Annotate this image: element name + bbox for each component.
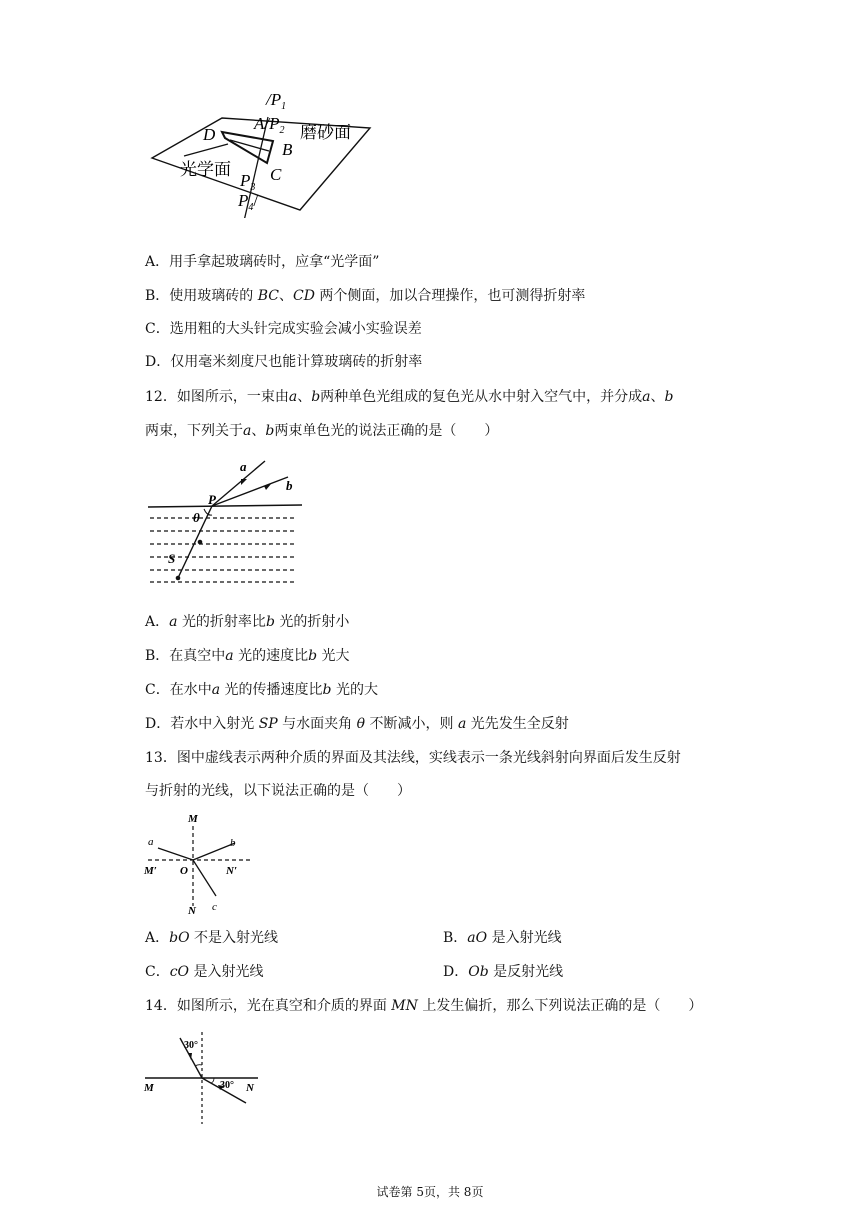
q12-option-b: B．在真空中a 光的速度比b 光大 bbox=[145, 648, 350, 664]
glass-brick-figure bbox=[140, 88, 380, 218]
label-optical-face: 光学面 bbox=[180, 160, 231, 179]
q12-label-a: a bbox=[240, 459, 247, 474]
label-d: D bbox=[203, 125, 216, 144]
q14-label-m: M bbox=[144, 1082, 154, 1094]
ray-a bbox=[212, 461, 265, 506]
q13-label-m: M bbox=[188, 813, 198, 825]
q13-label-n-prime: N′ bbox=[226, 865, 238, 877]
arrow-a bbox=[241, 479, 247, 485]
q14-angle-arc-top bbox=[195, 1065, 202, 1066]
water-surface-line bbox=[148, 505, 302, 507]
ray-aO bbox=[158, 848, 193, 860]
q12-label-p: P bbox=[208, 492, 216, 507]
optical-pointer bbox=[184, 144, 228, 156]
label-p1: $/P_1$ bbox=[266, 90, 287, 112]
label-p3: $P_3$ bbox=[240, 171, 256, 193]
ray-midpoint-dot bbox=[198, 540, 203, 545]
q12-option-d: D．若水中入射光 SP 与水面夹角 θ 不断减小，则 a 光先发生全反射 bbox=[145, 716, 569, 732]
q13-label-m-prime: M′ bbox=[144, 865, 157, 877]
q12-label-s: S bbox=[168, 551, 176, 566]
page-footer: 试卷第 5页，共 8页 bbox=[376, 1185, 484, 1199]
q12-stem-line2: 两束，下列关于a、b两束单色光的说法正确的是（ ） bbox=[145, 423, 499, 439]
q13-stem-line2: 与折射的光线，以下说法正确的是（ ） bbox=[145, 783, 411, 799]
q14-label-n: N bbox=[246, 1082, 254, 1094]
q11-option-b: B．使用玻璃砖的 BC、CD 两个侧面，加以合理操作，也可测得折射率 bbox=[145, 288, 586, 304]
source-dot bbox=[176, 576, 181, 581]
q13-label-b: b bbox=[230, 837, 236, 849]
q12-option-c: C．在水中a 光的传播速度比b 光的大 bbox=[145, 682, 378, 698]
q12-stem-line1: 12．如图所示，一束由a、b两种单色光组成的复色光从水中射入空气中，并分成a、b bbox=[145, 389, 674, 405]
q13-option-c: C．cO 是入射光线 bbox=[145, 964, 264, 980]
q12-option-a: A．a 光的折射率比b 光的折射小 bbox=[145, 614, 350, 630]
label-p4: $P_4/$ bbox=[238, 191, 259, 213]
q13-label-o: O bbox=[180, 865, 188, 877]
q12-label-b: b bbox=[286, 478, 293, 493]
water-dashes bbox=[150, 518, 295, 582]
label-a-p2: $A/P_2$ bbox=[254, 114, 285, 136]
q14-refraction-figure bbox=[140, 1028, 270, 1128]
ray-b bbox=[212, 477, 288, 506]
label-c: C bbox=[270, 165, 282, 184]
label-frosted-face: 磨砂面 bbox=[300, 123, 351, 142]
q13-stem-line1: 13．图中虚线表示两种介质的界面及其法线，实线表示一条光线斜射向界面后发生反射 bbox=[145, 750, 681, 766]
q12-label-theta: θ bbox=[193, 510, 200, 525]
glass-brick-shape bbox=[222, 132, 273, 163]
q13-option-d: D．Ob 是反射光线 bbox=[443, 964, 564, 980]
q13-label-c: c bbox=[212, 901, 217, 913]
ray-Oc bbox=[193, 860, 216, 896]
label-b: B bbox=[282, 140, 293, 159]
q11-option-a: A．用手拿起玻璃砖时，应拿“光学面” bbox=[145, 254, 380, 270]
q11-option-c: C．选用粗的大头针完成实验会减小实验误差 bbox=[145, 321, 422, 337]
q11-option-d: D．仅用毫米刻度尺也能计算玻璃砖的折射率 bbox=[145, 354, 423, 370]
q14-angle-label-bottom: 30° bbox=[220, 1080, 234, 1091]
q13-label-n: N bbox=[188, 905, 196, 917]
q13-reflection-figure bbox=[140, 808, 255, 920]
q13-option-b: B．aO 是入射光线 bbox=[443, 930, 562, 946]
q13-option-a: A．bO 不是入射光线 bbox=[145, 930, 279, 946]
ray-Ob bbox=[193, 843, 235, 860]
q14-angle-label-top: 30° bbox=[184, 1040, 198, 1051]
q13-label-a: a bbox=[148, 836, 154, 848]
q14-stem-line1: 14．如图所示，光在真空和介质的界面 MN 上发生偏折，那么下列说法正确的是（ ） bbox=[145, 998, 703, 1014]
q12-refraction-figure bbox=[140, 455, 310, 585]
